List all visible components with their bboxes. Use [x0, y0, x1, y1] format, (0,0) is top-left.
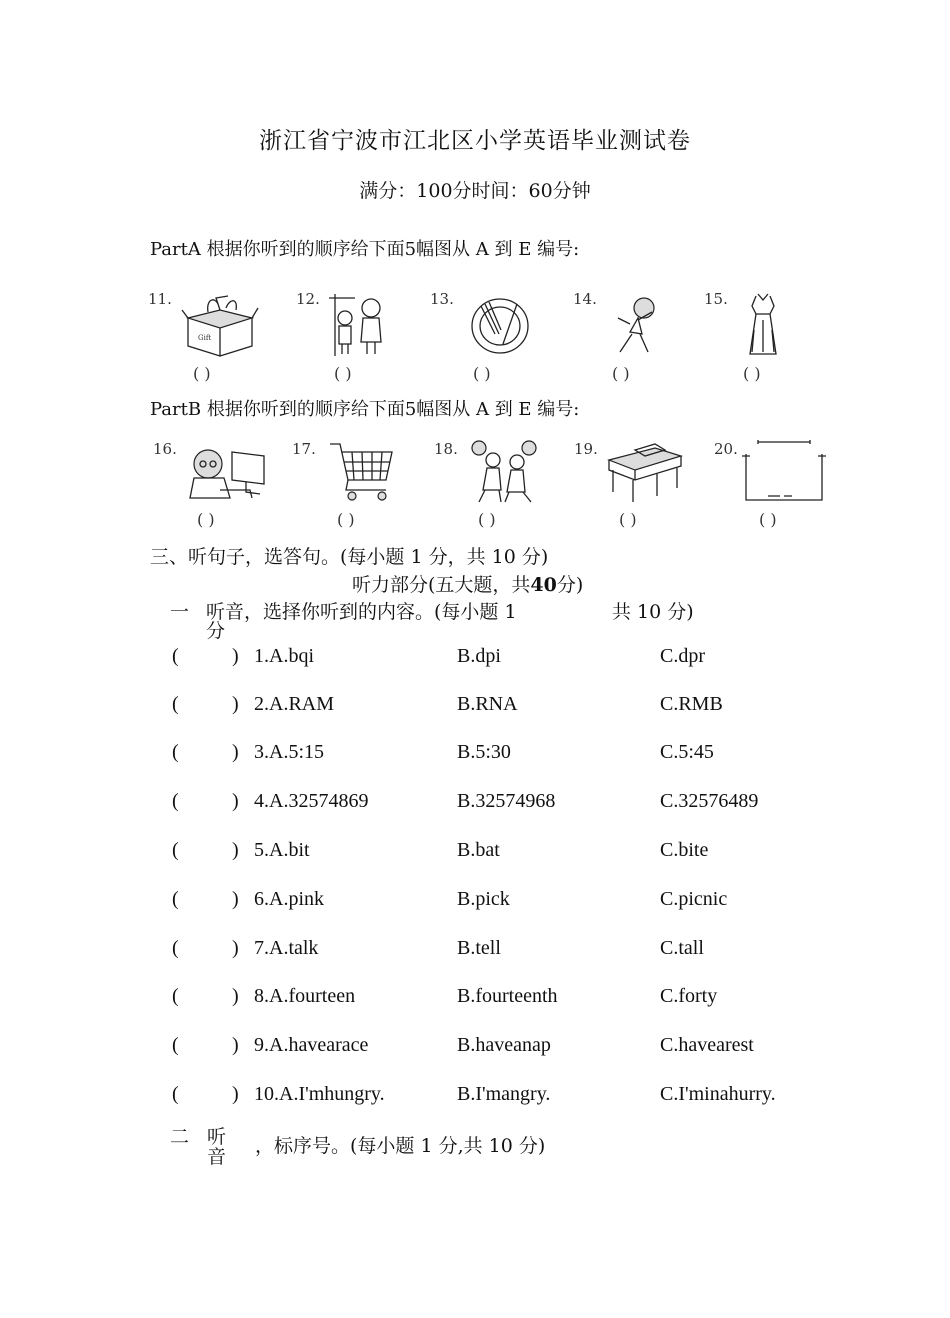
answer-paren-close: )	[232, 888, 239, 910]
question-row	[0, 693, 950, 723]
answer-paren-close: )	[232, 790, 239, 812]
option-b: B.tell	[457, 937, 501, 959]
cheerleaders-icon	[465, 438, 547, 506]
option-a: 6.A.pink	[254, 888, 324, 910]
desk-icon	[605, 440, 685, 504]
section-one-heading: 听音，选择你听到的内容。(每小题 1	[206, 601, 517, 623]
answer-paren-close: )	[232, 937, 239, 959]
option-c: C.dpr	[660, 645, 705, 667]
picture-number: 13.	[430, 290, 454, 308]
question-row	[0, 937, 950, 967]
option-a: 5.A.bit	[254, 839, 310, 861]
option-b: B.RNA	[457, 693, 518, 715]
gift-box-icon	[180, 290, 260, 360]
answer-blank: ( )	[478, 510, 496, 529]
answer-blank: ( )	[759, 510, 777, 529]
answer-paren-open: (	[172, 1034, 179, 1056]
option-a: 10.A.I'mhungry.	[254, 1083, 385, 1105]
option-b: B.dpi	[457, 645, 501, 667]
question-row	[0, 1034, 950, 1064]
listening-suffix: 分)	[556, 574, 584, 596]
option-a: 7.A.talk	[254, 937, 319, 959]
answer-paren-open: (	[172, 741, 179, 763]
page-title: 浙江省宁波市江北区小学英语毕业测试卷	[259, 128, 691, 154]
option-b: B.bat	[457, 839, 500, 861]
question-row	[0, 790, 950, 820]
option-c: C.32576489	[660, 790, 759, 812]
section-number: 一	[170, 601, 190, 623]
picture-number: 14.	[573, 290, 597, 308]
option-a: 8.A.fourteen	[254, 985, 356, 1007]
section-one-tail: 共 10 分)	[612, 601, 694, 623]
exam-info: 满分：100分时间：60分钟	[359, 180, 591, 202]
answer-paren-close: )	[232, 985, 239, 1007]
listening-score: 40	[530, 574, 557, 596]
answer-paren-close: )	[232, 1083, 239, 1105]
answer-paren-open: (	[172, 645, 179, 667]
section-one-overflow-char: 分	[206, 620, 226, 642]
option-b: B.5:30	[457, 741, 511, 763]
picture-number: 16.	[153, 440, 177, 458]
answer-blank: ( )	[473, 364, 491, 383]
question-row	[0, 888, 950, 918]
option-b: B.32574968	[457, 790, 556, 812]
answer-paren-open: (	[172, 888, 179, 910]
measuring-kids-icon	[325, 290, 395, 360]
listening-part-heading	[352, 570, 583, 597]
answer-paren-open: (	[172, 693, 179, 715]
section-number: 二	[170, 1126, 190, 1148]
part-b-heading: PartB 根据你听到的顺序给下面5幅图从 A 到 E 编号:	[150, 399, 580, 420]
option-a: 9.A.havearace	[254, 1034, 369, 1056]
question-row	[0, 1083, 950, 1113]
question-row	[0, 839, 950, 869]
section-two-column-bottom: 音	[207, 1146, 227, 1168]
picture-number: 15.	[704, 290, 728, 308]
computer-girl-icon	[180, 440, 270, 506]
option-b: B.I'mangry.	[457, 1083, 551, 1105]
question-row	[0, 741, 950, 771]
answer-blank: ( )	[743, 364, 761, 383]
answer-blank: ( )	[197, 510, 215, 529]
answer-paren-close: )	[232, 741, 239, 763]
svg-text:Gift: Gift	[198, 334, 212, 342]
question-row	[0, 645, 950, 675]
option-a: 4.A.32574869	[254, 790, 369, 812]
listening-label: 听力部分(五大题，共	[352, 574, 531, 596]
whiteboard-icon	[740, 438, 828, 504]
answer-paren-close: )	[232, 839, 239, 861]
picture-number: 19.	[574, 440, 598, 458]
answer-blank: ( )	[193, 364, 211, 383]
question-row	[0, 985, 950, 1015]
option-c: C.RMB	[660, 693, 723, 715]
option-b: B.haveanap	[457, 1034, 551, 1056]
picture-number: 17.	[292, 440, 316, 458]
option-b: B.pick	[457, 888, 510, 910]
option-c: C.5:45	[660, 741, 714, 763]
answer-paren-open: (	[172, 839, 179, 861]
option-c: C.bite	[660, 839, 709, 861]
option-c: C.havearest	[660, 1034, 754, 1056]
answer-paren-open: (	[172, 985, 179, 1007]
answer-blank: ( )	[612, 364, 630, 383]
answer-paren-open: (	[172, 790, 179, 812]
answer-paren-close: )	[232, 645, 239, 667]
picture-number: 20.	[714, 440, 738, 458]
answer-blank: ( )	[337, 510, 355, 529]
option-a: 3.A.5:15	[254, 741, 324, 763]
option-a: 1.A.bqi	[254, 645, 314, 667]
answer-paren-close: )	[232, 1034, 239, 1056]
answer-blank: ( )	[334, 364, 352, 383]
section-two-heading: ，标序号。(每小题 1 分,共 10 分)	[255, 1135, 546, 1157]
option-c: C.forty	[660, 985, 718, 1007]
section-two-column-top: 听	[207, 1126, 227, 1148]
answer-paren-close: )	[232, 693, 239, 715]
picture-number: 18.	[434, 440, 458, 458]
option-b: B.fourteenth	[457, 985, 558, 1007]
answer-paren-open: (	[172, 1083, 179, 1105]
option-c: C.I'minahurry.	[660, 1083, 776, 1105]
picture-number: 12.	[296, 290, 320, 308]
answer-blank: ( )	[619, 510, 637, 529]
part-a-heading: PartA 根据你听到的顺序给下面5幅图从 A 到 E 编号:	[150, 239, 580, 260]
exercising-girl-icon	[608, 290, 668, 360]
answer-paren-open: (	[172, 937, 179, 959]
shopping-cart-icon	[326, 440, 398, 504]
plate-cutlery-icon	[465, 290, 535, 360]
option-c: C.picnic	[660, 888, 728, 910]
option-c: C.tall	[660, 937, 704, 959]
picture-number: 11.	[148, 290, 172, 308]
dress-icon	[738, 290, 788, 360]
section-three-heading: 三、听句子，选答句。(每小题 1 分，共 10 分)	[150, 546, 549, 568]
option-a: 2.A.RAM	[254, 693, 335, 715]
